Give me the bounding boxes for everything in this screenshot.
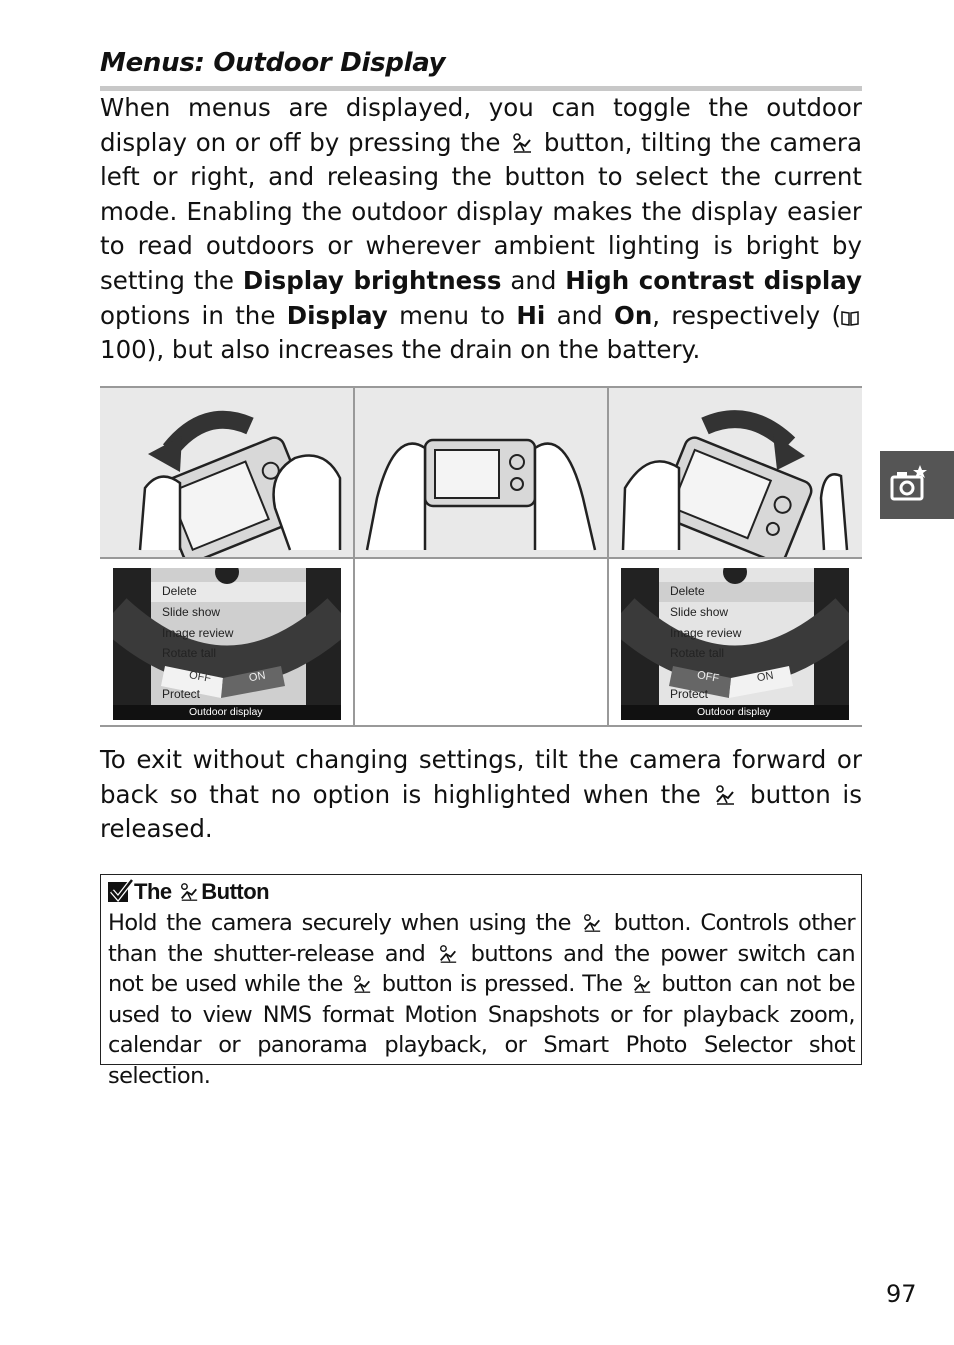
feature-button-icon	[352, 972, 372, 992]
exit-text-1: To exit without changing settings, tilt the camera forward or back so that no option is highlighted when the	[100, 745, 862, 809]
feature-button-icon	[179, 882, 199, 902]
empty-screen-cell	[355, 559, 607, 725]
exit-text-2: button is released.	[100, 779, 862, 844]
note-text-4: button is pressed. The	[381, 971, 623, 998]
tilt-left-photo	[100, 388, 354, 557]
tilt-illustration-figure	[100, 386, 862, 727]
hi-term: Hi	[516, 300, 546, 330]
high-contrast-term: High contrast display	[565, 265, 862, 295]
menu-item-delete: Delete	[670, 584, 705, 598]
feature-button-icon	[582, 911, 602, 931]
intro-text-6: and	[556, 300, 603, 330]
note-body	[108, 908, 855, 1092]
feature-button-icon	[632, 972, 652, 992]
off-label: OFF	[696, 669, 720, 685]
note-title-post: Button	[201, 879, 270, 904]
caution-note-box	[100, 874, 862, 1089]
feature-button-icon	[438, 942, 458, 962]
note-title-pre: The	[134, 879, 172, 904]
on-term: On	[614, 300, 653, 330]
screen-caption-text: Outdoor display	[189, 706, 263, 718]
on-screen-cell	[609, 559, 862, 725]
page-number: 97	[886, 1280, 917, 1308]
intro-text-2: button, tilting the camera left or right, and releasing the button to select the current mode. Enabling the outdoor display makes the display easier to read outdoors or wherever ambient lighting is bright by setting the	[100, 127, 862, 295]
menu-item-delete: Delete	[162, 584, 197, 598]
level-photo	[355, 388, 607, 557]
off-screen-cell	[100, 559, 354, 725]
menu-item-image-review: Image review	[670, 626, 742, 640]
screen-caption	[621, 705, 849, 720]
feature-button-icon	[511, 129, 533, 151]
menu-item-rotate-tall: Rotate tall	[670, 646, 725, 660]
intro-text-3: and	[510, 265, 557, 295]
menu-item-rotate-tall: Rotate tall	[162, 646, 217, 660]
intro-text-1: When menus are displayed, you can toggle the outdoor display on or off by pressing the	[100, 93, 862, 157]
menu-item-protect: Protect	[162, 687, 201, 701]
outdoor-off-screen	[113, 568, 341, 720]
note-text-2: button. Controls other than the shutter-release and	[108, 910, 855, 967]
intro-text-7: , respectively (	[652, 300, 842, 330]
menu-item-slide-show: Slide show	[162, 605, 221, 619]
display-menu-term: Display	[286, 300, 388, 330]
on-label: ON	[248, 669, 267, 685]
note-title	[108, 879, 269, 905]
off-label: OFF	[188, 669, 212, 685]
chapter-tab	[880, 451, 954, 519]
menu-item-image-review: Image review	[162, 626, 234, 640]
intro-text-8: 100), but also increases the drain on the battery.	[100, 335, 701, 365]
note-text-3: buttons and the power switch can not be used while the	[108, 940, 856, 998]
intro-text-4: options in the	[100, 300, 276, 330]
menu-item-slide-show: Slide show	[670, 605, 729, 619]
note-text-5: button can not be used to view NMS format Motion Snapshots or for playback zoom, calendar or panorama playback, or Smart Photo Selector shot selection.	[108, 971, 855, 1089]
intro-paragraph	[100, 91, 862, 368]
tilt-right-photo	[609, 388, 862, 557]
feature-button-icon	[714, 781, 736, 803]
note-text-1: Hold the camera securely when using the	[108, 910, 571, 936]
camera-star-icon	[880, 451, 954, 519]
screen-caption-text: Outdoor display	[697, 706, 771, 718]
exit-paragraph	[100, 743, 862, 847]
screen-caption	[113, 705, 341, 720]
book-reference-icon	[841, 302, 859, 320]
checkmark-icon	[108, 879, 134, 903]
intro-text-5: menu to	[399, 300, 506, 330]
on-label: ON	[756, 669, 775, 685]
display-brightness-term: Display brightness	[242, 265, 502, 295]
menu-item-protect: Protect	[670, 687, 709, 701]
section-heading: Menus: Outdoor Display	[100, 48, 446, 78]
outdoor-on-screen	[621, 568, 849, 720]
